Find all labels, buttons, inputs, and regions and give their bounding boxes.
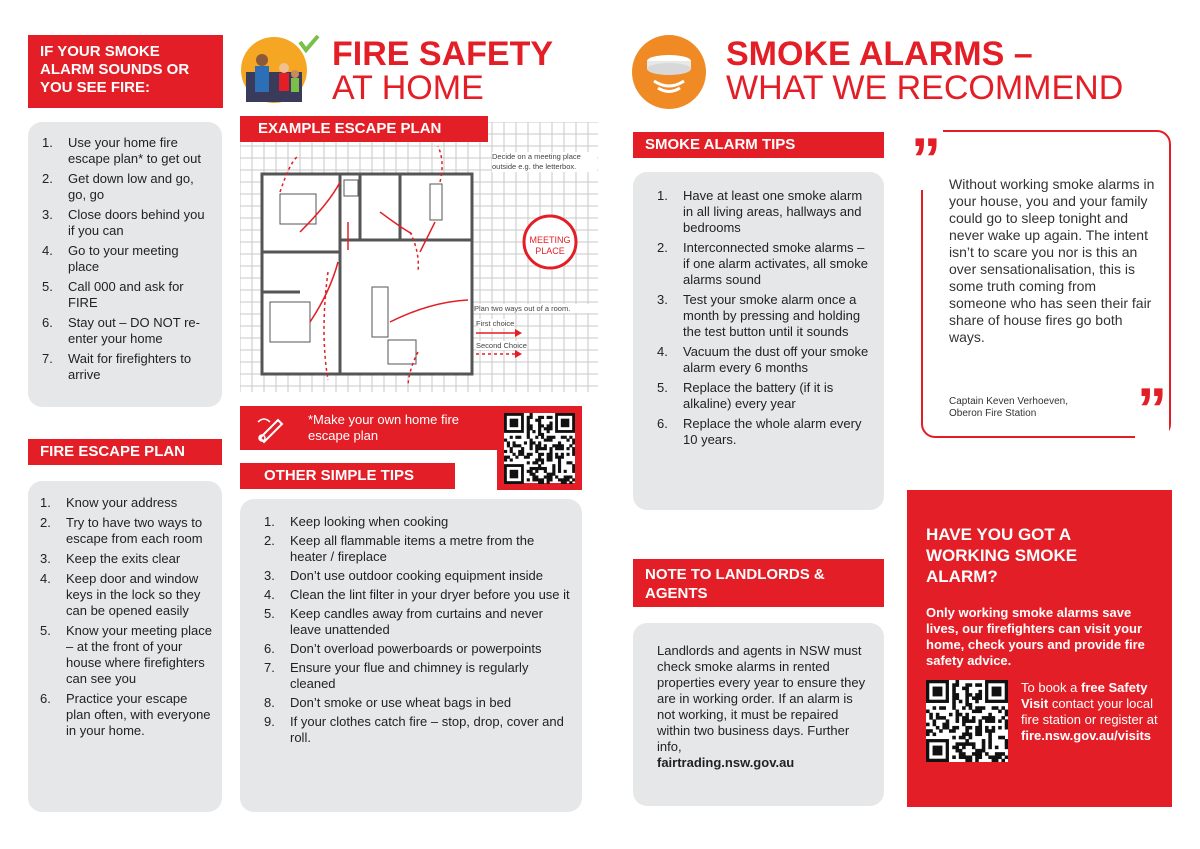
plan-qr-block xyxy=(497,406,582,490)
list-item-number: 5. xyxy=(42,279,53,294)
alert-heading-line-1: IF YOUR SMOKE xyxy=(40,43,160,60)
first-choice-label: First choice xyxy=(476,319,515,328)
alert-steps-panel xyxy=(28,122,222,407)
list-item-text: Don’t use outdoor cooking equipment inside xyxy=(290,568,543,583)
plan-qr-code[interactable] xyxy=(504,413,575,483)
meeting-place-line-2: PLACE xyxy=(535,246,565,256)
list-item xyxy=(40,551,212,567)
meeting-place-line-1: MEETING xyxy=(529,235,571,245)
smoke-alarms-title xyxy=(726,37,1123,105)
list-item xyxy=(42,171,212,203)
alert-heading-line-3: YOU SEE FIRE: xyxy=(40,79,151,96)
list-item xyxy=(40,691,212,739)
smoke-alarm-icon xyxy=(632,35,706,109)
list-item-text: Keep candles away from curtains and never leave unattended xyxy=(290,606,543,637)
list-item-text: Stay out – DO NOT re-enter your home xyxy=(68,315,200,346)
make-plan-text: *Make your own home fire escape plan xyxy=(308,412,460,443)
simple-tips-heading: OTHER SIMPLE TIPS xyxy=(240,463,455,489)
list-item xyxy=(42,135,212,167)
list-item-number: 3. xyxy=(264,568,275,583)
list-item-number: 1. xyxy=(40,495,51,510)
list-item-number: 1. xyxy=(657,188,668,203)
list-item-text: Call 000 and ask for FIRE xyxy=(68,279,184,310)
list-item-text: Ensure your flue and chimney is regularly cleaned xyxy=(290,660,529,691)
example-plan-heading: EXAMPLE ESCAPE PLAN xyxy=(240,116,488,142)
list-item-number: 5. xyxy=(264,606,275,621)
list-item xyxy=(42,207,212,239)
list-item-text: Close doors behind you if you can xyxy=(68,207,205,238)
list-item-text: Practice your escape plan often, with everyone in your home. xyxy=(66,691,211,738)
quote-station: Oberon Fire Station xyxy=(949,408,1037,419)
fire-safety-title-light: AT HOME xyxy=(332,69,484,107)
list-item xyxy=(264,514,570,530)
plan-note: Plan two ways out of a room. xyxy=(474,304,594,313)
landlords-text: Landlords and agents in NSW must check smoke alarms in rented properties every year to ensure they are in working order. If an alarm is not working, it must be repaired within two business days. Further info, xyxy=(657,643,866,754)
list-item xyxy=(42,315,212,347)
second-choice-label: Second Choice xyxy=(476,341,527,350)
smoke-tips-heading: SMOKE ALARM TIPS xyxy=(633,132,884,158)
list-item-number: 4. xyxy=(264,587,275,602)
list-item-number: 3. xyxy=(40,551,51,566)
list-item-text: Don’t smoke or use wheat bags in bed xyxy=(290,695,512,710)
list-item xyxy=(40,571,212,619)
list-item-text: If your clothes catch fire – stop, drop, cover and roll. xyxy=(290,714,564,745)
smoke-tips-list xyxy=(657,188,870,448)
escape-plan-panel xyxy=(28,481,222,812)
list-item xyxy=(40,515,212,547)
list-item-number: 7. xyxy=(42,351,53,366)
list-item-number: 6. xyxy=(264,641,275,656)
quote-box xyxy=(911,126,1171,443)
list-item xyxy=(657,240,870,288)
list-item-text: Test your smoke alarm once a month by pressing and holding the test button until it sounds xyxy=(683,292,861,339)
list-item-text: Clean the lint filter in your dryer before you use it xyxy=(290,587,570,602)
list-item-number: 8. xyxy=(264,695,275,710)
list-item-text: Go to your meeting place xyxy=(68,243,179,274)
list-item-number: 5. xyxy=(40,623,51,638)
list-item-number: 3. xyxy=(657,292,668,307)
list-item-text: Know your meeting place – at the front of your house where firefighters can see you xyxy=(66,623,212,686)
list-item-number: 7. xyxy=(264,660,275,675)
list-item-number: 9. xyxy=(264,714,275,729)
list-item-text: Keep door and window keys in the lock so they can be opened easily xyxy=(66,571,201,618)
list-item xyxy=(264,606,570,638)
list-item-number: 2. xyxy=(264,533,275,548)
list-item-text: Keep looking when cooking xyxy=(290,514,449,529)
list-item xyxy=(40,623,212,687)
smoke-tips-panel xyxy=(633,172,884,510)
list-item-text: Keep all flammable items a metre from the heater / fireplace xyxy=(290,533,535,564)
list-item-number: 6. xyxy=(42,315,53,330)
list-item-number: 1. xyxy=(264,514,275,529)
list-item-number: 3. xyxy=(42,207,53,222)
list-item-number: 2. xyxy=(42,171,53,186)
list-item-number: 1. xyxy=(42,135,53,150)
landlords-link[interactable]: fairtrading.nsw.gov.au xyxy=(657,755,795,770)
list-item xyxy=(264,568,570,584)
escape-plan-list xyxy=(40,495,212,739)
simple-tips-panel xyxy=(240,499,582,812)
list-item xyxy=(264,587,570,603)
list-item-text: Try to have two ways to escape from each room xyxy=(66,515,203,546)
list-item-text: Get down low and go, go, go xyxy=(68,171,194,202)
fire-safety-title xyxy=(332,37,553,105)
cta-book-mid: contact your local fire station or register at xyxy=(1021,696,1158,727)
alert-heading xyxy=(28,35,223,108)
list-item xyxy=(40,495,212,511)
list-item-text: Have at least one smoke alarm in all living areas, hallways and bedrooms xyxy=(683,188,863,235)
meeting-note: Decide on a meeting place outside e.g. the letterbox. xyxy=(492,152,597,172)
cta-book-prefix: To book a xyxy=(1021,680,1081,695)
escape-plan-heading: FIRE ESCAPE PLAN xyxy=(28,439,222,465)
cta-qr-code[interactable] xyxy=(926,680,1008,762)
list-item xyxy=(42,243,212,275)
list-item xyxy=(657,292,870,340)
list-item-text: Keep the exits clear xyxy=(66,551,181,566)
list-item-number: 2. xyxy=(657,240,668,255)
list-item-text: Interconnected smoke alarms – if one alarm activates, all smoke alarms sound xyxy=(683,240,868,287)
list-item-text: Use your home fire escape plan* to get out xyxy=(68,135,201,166)
alert-heading-line-2: ALARM SOUNDS OR xyxy=(40,61,190,78)
make-plan-banner xyxy=(240,406,497,450)
list-item xyxy=(657,188,870,236)
list-item-text: Replace the whole alarm every 10 years. xyxy=(683,416,862,447)
pencil-icon xyxy=(254,412,286,444)
list-item-number: 4. xyxy=(42,243,53,258)
simple-tips-list xyxy=(264,514,570,746)
list-item xyxy=(264,695,570,711)
landlords-panel xyxy=(633,623,884,806)
list-item-text: Know your address xyxy=(66,495,178,510)
list-item-number: 5. xyxy=(657,380,668,395)
list-item-text: Vacuum the dust off your smoke alarm every 6 months xyxy=(683,344,869,375)
list-item xyxy=(657,344,870,376)
smoke-alarms-title-bold: SMOKE ALARMS – xyxy=(726,35,1033,73)
smoke-alarms-title-light: WHAT WE RECOMMEND xyxy=(726,69,1124,107)
quote-text: Without working smoke alarms in your house, you and your family could go to sleep tonight and never wake up again. The intent isn’t to scare you nor is this an over sensationalisation, this is some truth coming from someone who has seen their fair share of house fires go both ways. xyxy=(949,176,1155,345)
cta-panel xyxy=(907,490,1172,807)
list-item xyxy=(264,641,570,657)
cta-book-link[interactable]: fire.nsw.gov.au/visits xyxy=(1021,728,1152,743)
list-item xyxy=(42,279,212,311)
list-item xyxy=(657,380,870,412)
cta-book-text xyxy=(1021,680,1161,744)
list-item-text: Don’t overload powerboards or powerpoints xyxy=(290,641,542,656)
alert-steps-list xyxy=(42,135,212,383)
list-item xyxy=(264,533,570,565)
cta-body: Only working smoke alarms save lives, our firefighters can visit your home, check yours and provide fire safety advice. xyxy=(926,605,1145,668)
list-item xyxy=(42,351,212,383)
list-item-text: Replace the battery (if it is alkaline) every year xyxy=(683,380,834,411)
list-item-number: 4. xyxy=(40,571,51,586)
list-item xyxy=(657,416,870,448)
list-item xyxy=(264,660,570,692)
quote-author: Captain Keven Verhoeven, xyxy=(949,396,1068,407)
list-item-number: 2. xyxy=(40,515,51,530)
quote-close-mark: ” xyxy=(1137,376,1167,443)
list-item-text: Wait for firefighters to arrive xyxy=(68,351,192,382)
list-item xyxy=(264,714,570,746)
cta-book-bold: free Safety Visit xyxy=(1021,680,1148,711)
list-item-number: 6. xyxy=(657,416,668,431)
list-item-number: 4. xyxy=(657,344,668,359)
family-illustration xyxy=(240,32,322,104)
fire-safety-title-bold: FIRE SAFETY xyxy=(332,35,554,73)
landlords-heading: NOTE TO LANDLORDS & AGENTS xyxy=(633,559,884,607)
escape-plan-diagram xyxy=(240,122,598,392)
quote-open-mark: ” xyxy=(911,126,941,193)
cta-heading: HAVE YOU GOT A WORKING SMOKE ALARM? xyxy=(926,525,1078,586)
list-item-number: 6. xyxy=(40,691,51,706)
